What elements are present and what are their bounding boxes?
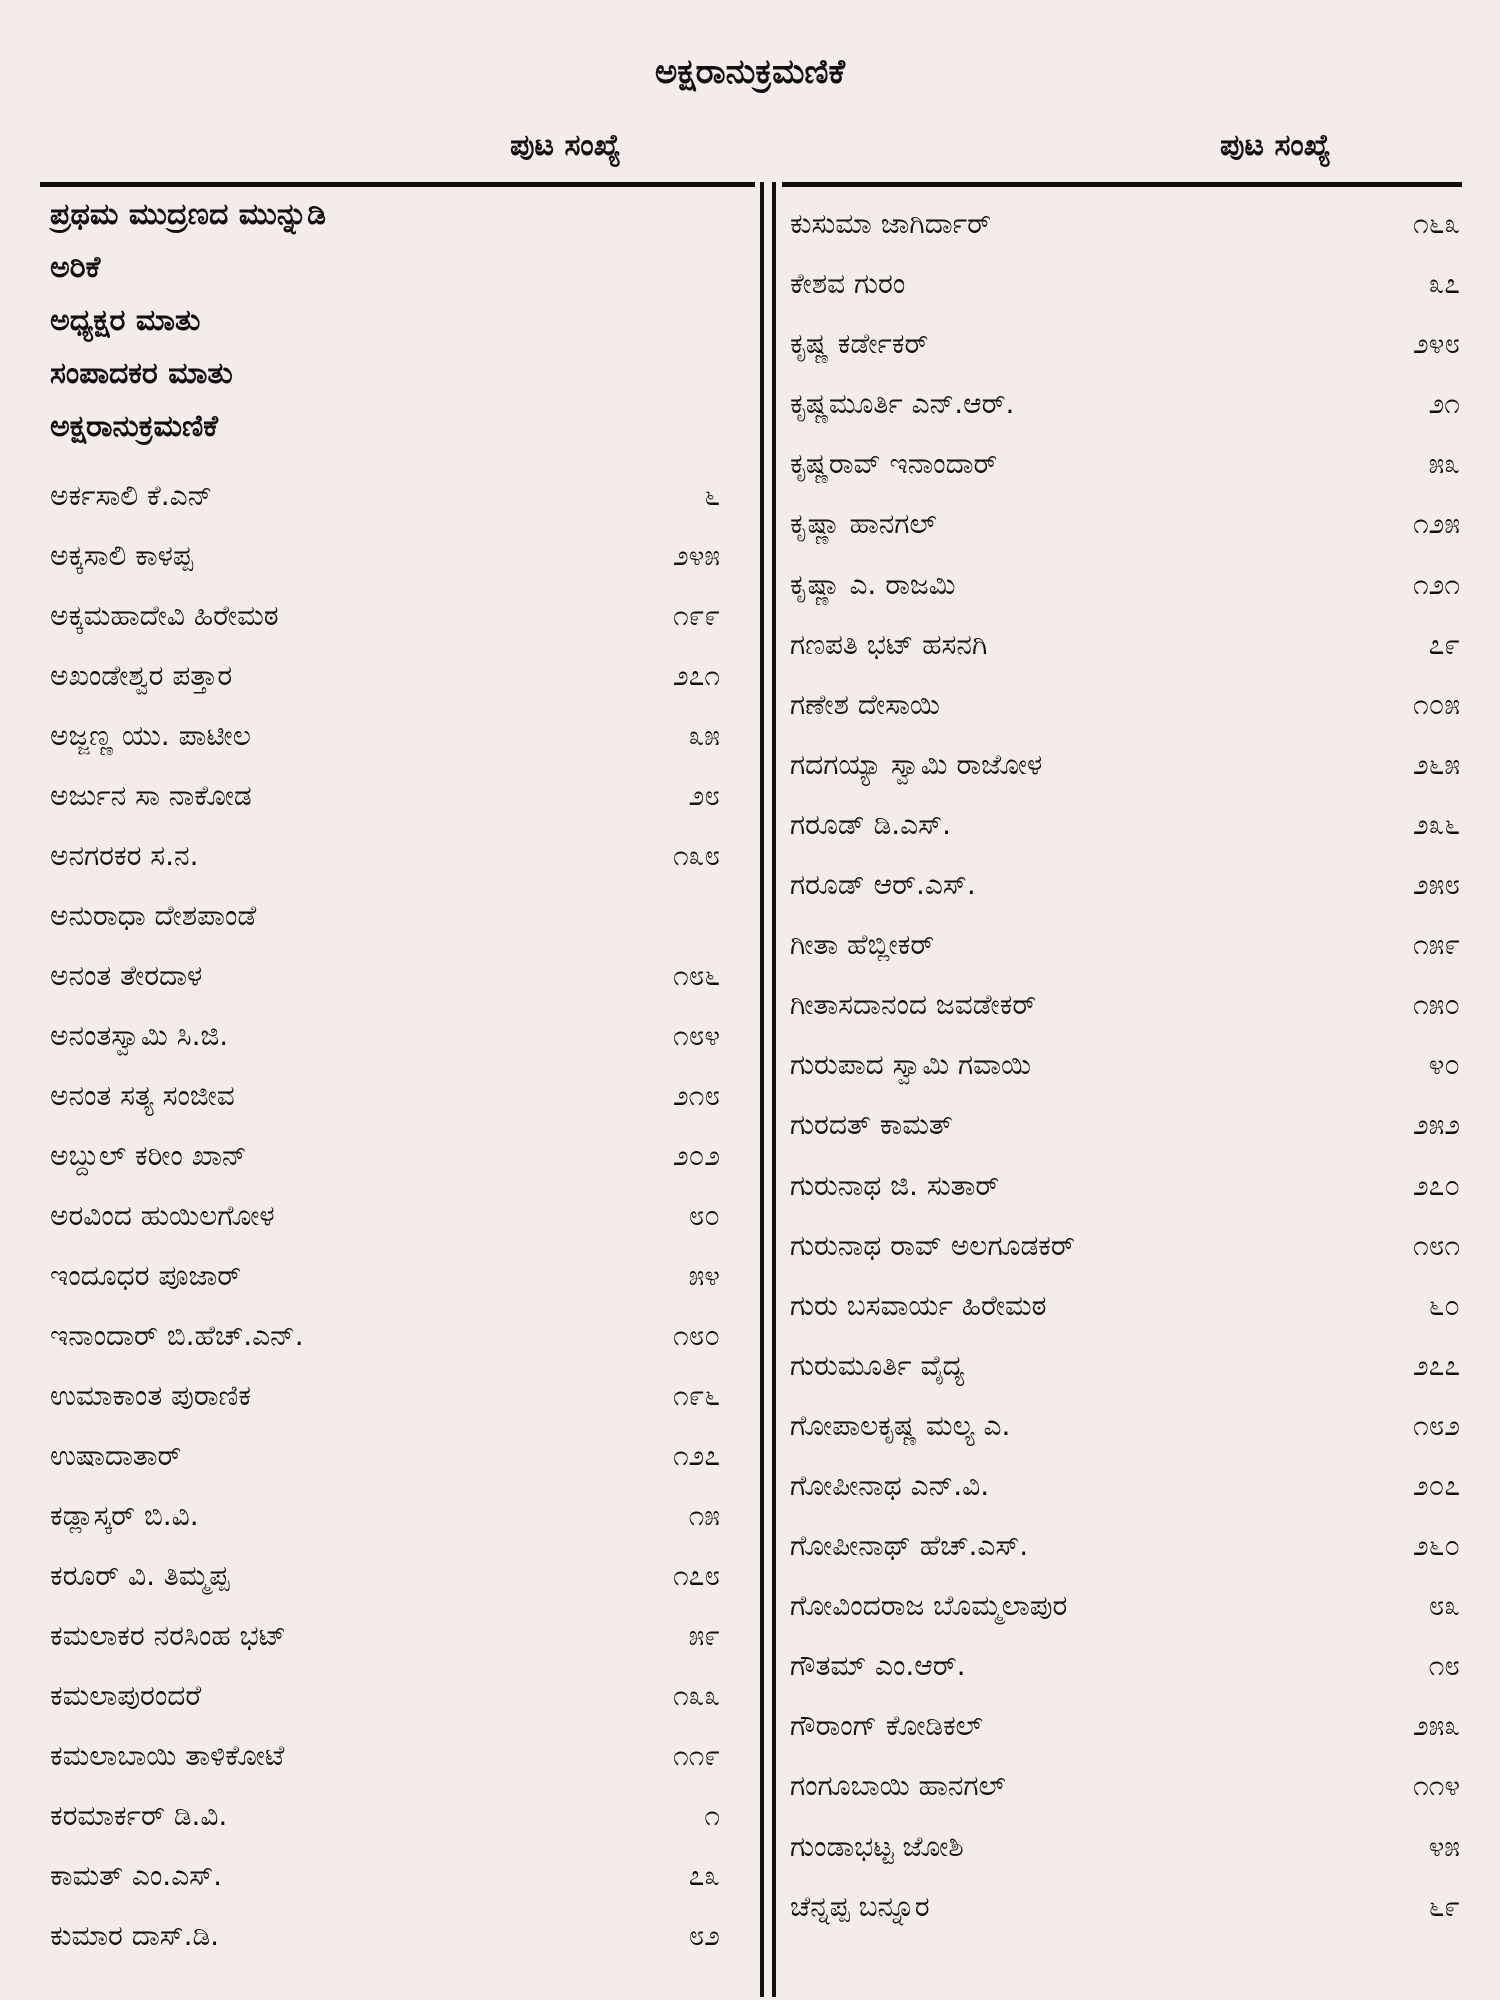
entry-page-number: ೧೬೩: [1412, 207, 1460, 240]
index-entry: [790, 1228, 1460, 1292]
entry-page-number: ೧೮೪: [672, 1019, 720, 1052]
index-entry: [790, 447, 1460, 510]
entry-name: ಅಕ್ಕಸಾಲಿ ಕಾಳಪ್ಪ: [50, 539, 193, 572]
entry-name: ಅನಂತಸ್ವಾಮಿ ಸಿ.ಜಿ.: [50, 1019, 229, 1052]
entry-page-number: ೧೨೧: [1412, 567, 1460, 601]
index-entry: [790, 807, 1460, 871]
entry-page-number: ೧೦೫: [1412, 687, 1460, 721]
index-entry: [50, 1499, 720, 1562]
entry-name: ಗೋವಿಂದರಾಜ ಬೊಮ್ಮಲಾಪುರ: [790, 1589, 1068, 1623]
entry-page-number: ೨೬೦: [1412, 1529, 1460, 1563]
entry-page-number: ೧೮೨: [1412, 1408, 1460, 1442]
index-entry: [790, 1589, 1460, 1652]
entry-name: ಗೋಪೀನಾಥ್ ಹೆಚ್.ಎಸ್.: [790, 1529, 1029, 1563]
entry-page-number: ೫೯: [688, 1619, 720, 1652]
entry-page-number: ೧೧೯: [672, 1739, 720, 1772]
index-entry: [790, 327, 1460, 390]
entry-name: ಗೌತಮ್ ಎಂ.ಆರ್.: [790, 1649, 966, 1683]
entry-page-number: ೨೫೩: [1412, 1709, 1460, 1743]
entry-name: ಕೃಷ್ಣ ಕರ್ಡೇಕರ್: [790, 327, 929, 361]
front-matter-item: [50, 250, 720, 306]
entry-page-number: ೬೦: [1428, 1288, 1460, 1322]
entry-page-number: ೨೬೫: [1412, 747, 1460, 781]
entry-page-number: ೧೯೯: [672, 599, 720, 632]
entry-name: ಕುಮಾರ ದಾಸ್.ಡಿ.: [50, 1919, 220, 1952]
entry-page-number: ೨೧೮: [672, 1079, 720, 1112]
entry-page-number: ೧೯೬: [672, 1379, 720, 1412]
entry-name: ಗುಂಡಾಭಟ್ಟ ಜೋಶಿ: [790, 1829, 964, 1863]
entry-page-number: ೨೭೦: [1412, 1168, 1460, 1202]
index-entry: [790, 627, 1460, 691]
entry-page-number: ೨೮: [688, 779, 720, 812]
entry-page-number: ೨೪೫: [672, 539, 720, 572]
index-entry: [790, 1048, 1460, 1111]
index-entry: [50, 479, 720, 542]
entry-page-number: ೨೭೭: [1412, 1348, 1460, 1382]
entry-name: ಕೃಷ್ಣಾ ಹಾನಗಲ್: [790, 507, 937, 541]
entry-page-number: ೨೦೨: [672, 1139, 720, 1172]
index-entry: [790, 747, 1460, 811]
entry-name: ಗುರುನಾಥ ರಾವ್ ಅಲಗೂಡಕರ್: [790, 1228, 1075, 1262]
index-entry: [50, 1139, 720, 1202]
index-entry: [790, 1108, 1460, 1171]
index-entry: [790, 1288, 1460, 1352]
index-entry: [50, 1019, 720, 1082]
index-entry: [790, 1889, 1460, 1953]
entry-name: ಗೋಪೀನಾಥ ಎನ್.ವಿ.: [790, 1468, 990, 1502]
entry-name: ಗದಗಯ್ಯಾ ಸ್ವಾಮಿ ರಾಜೋಳ: [790, 747, 1043, 781]
entry-name: ಕರೂರ್ ವಿ. ತಿಮ್ಮಪ್ಪ: [50, 1559, 230, 1592]
index-entry: [50, 1739, 720, 1802]
index-entry: [790, 1709, 1460, 1772]
entry-name: ಕಮಲಾಪುರಂದರೆ: [50, 1679, 202, 1712]
entry-page-number: ೭೩: [688, 1859, 720, 1892]
index-entry: [790, 1829, 1460, 1893]
index-entry: [50, 1379, 720, 1442]
entry-page-number: ೨೪೮: [1412, 327, 1460, 361]
index-entry: [50, 1439, 720, 1502]
index-entry: [50, 659, 720, 722]
index-entry: [50, 1319, 720, 1382]
index-entry: [50, 779, 720, 842]
entry-name: ಗರೂಡ್ ಡಿ.ಎಸ್.: [790, 807, 951, 841]
entry-page-number: ೬: [704, 479, 720, 512]
index-entry: [790, 687, 1460, 751]
entry-page-number: ೧೧೪: [1412, 1769, 1460, 1803]
entry-name: ಅನಗರಕರ ಸ.ನ.: [50, 839, 199, 872]
index-entry: [790, 868, 1460, 931]
index-entry: [790, 988, 1460, 1051]
entry-page-number: ೧೮೦: [672, 1319, 720, 1352]
index-entry: [50, 1799, 720, 1862]
entry-page-number: ೧೮೧: [1412, 1228, 1460, 1262]
index-entry: [790, 1769, 1460, 1832]
index-entry: [50, 1259, 720, 1322]
entry-name: ಗುರುಮೂರ್ತಿ ವೈದ್ಯ: [790, 1348, 965, 1382]
entry-page-number: ೫೪: [688, 1259, 720, 1292]
index-entry: [50, 959, 720, 1022]
entry-name: ಗುರು ಬಸವಾರ್ಯ ಹಿರೇಮಠ: [790, 1288, 1047, 1322]
index-entry: [790, 507, 1460, 570]
entry-page-number: ೪೫: [1428, 1829, 1460, 1863]
entry-name: ಅನಂತ ತೇರದಾಳ: [50, 959, 203, 992]
index-entry: [50, 839, 720, 902]
index-entry: [50, 1619, 720, 1682]
entry-page-number: ೧೮: [1428, 1649, 1460, 1683]
entry-name: ಗೌರಾಂಗ್ ಕೋಡಿಕಲ್: [790, 1709, 983, 1743]
index-entry: [790, 928, 1460, 991]
entry-name: ಗುರುನಾಥ ಜಿ. ಸುತಾರ್: [790, 1168, 1000, 1202]
index-entry: [50, 1079, 720, 1142]
front-matter-item: [50, 409, 720, 482]
index-entry: [50, 719, 720, 782]
index-entry: [50, 599, 720, 662]
index-entry: [790, 1649, 1460, 1712]
entry-page-number: ೧೫೯: [1412, 928, 1460, 962]
front-matter-item: [50, 356, 720, 412]
index-entry: [50, 1199, 720, 1262]
entry-page-number: ೧೫: [688, 1499, 720, 1532]
entry-name: ಗಂಗೂಬಾಯಿ ಹಾನಗಲ್: [790, 1769, 1006, 1803]
front-matter-item: [50, 303, 720, 359]
entry-page-number: ೮೨: [688, 1919, 720, 1952]
index-entry: [50, 539, 720, 602]
entry-name: ಇನಾಂದಾರ್ ಬಿ.ಹೆಚ್.ಎನ್.: [50, 1319, 304, 1352]
entry-page-number: ೮೩: [1428, 1589, 1460, 1623]
entry-name: ಅರವಿಂದ ಹುಯಿಲಗೋಳ: [50, 1199, 275, 1232]
entry-name: ಉಮಾಕಾಂತ ಪುರಾಣಿಕ: [50, 1379, 251, 1412]
entry-page-number: ೧೨೫: [1412, 507, 1460, 541]
entry-name: ಅನಂತ ಸತ್ಯ ಸಂಜೀವ: [50, 1079, 235, 1112]
entry-name: ಕುಸುಮಾ ಜಾಗಿರ್ದಾರ್: [790, 207, 992, 240]
entry-name: ಅಖಂಡೇಶ್ವರ ಪತ್ತಾರ: [50, 659, 233, 692]
header-rule-left: [40, 182, 755, 187]
front-matter-label: ಪ್ರಥಮ ಮುದ್ರಣದ ಮುನ್ನುಡಿ: [50, 197, 327, 232]
entry-page-number: ೧೨೭: [672, 1439, 720, 1472]
column-divider: [772, 182, 776, 1997]
front-matter-label: ಸಂಪಾದಕರ ಮಾತು: [50, 356, 233, 391]
entry-name: ಗೋಪಾಲಕೃಷ್ಣ ಮಲ್ಯ ಎ.: [790, 1408, 1011, 1442]
entry-page-number: ೩೫: [688, 719, 720, 752]
index-entry: [50, 1559, 720, 1622]
entry-page-number: ೭೯: [1428, 627, 1460, 661]
entry-name: ಕೃಷ್ಣಾ ಎ. ರಾಜಮಿ: [790, 567, 956, 601]
entry-name: ಇಂದೂಧರ ಪೂಜಾರ್: [50, 1259, 242, 1292]
entry-name: ಅಜ್ಜಣ್ಣ ಯು. ಪಾಟೀಲ: [50, 719, 251, 752]
front-matter-label: ಅರಿಕೆ: [50, 250, 101, 285]
entry-page-number: ೧೩೮: [672, 839, 720, 872]
front-matter-label: ಅಧ್ಯಕ್ಷರ ಮಾತು: [50, 303, 201, 338]
entry-page-number: ೧೩೩: [672, 1679, 720, 1712]
entry-name: ಅರ್ಕಸಾಲಿ ಕೆ.ಎನ್: [50, 479, 213, 512]
entry-name: ಗೀತಾಸದಾನಂದ ಜವಡೇಕರ್: [790, 988, 1037, 1022]
index-entry: [790, 1408, 1460, 1472]
entry-name: ಕೇಶವ ಗುರಂ: [790, 267, 906, 301]
index-entry: [790, 1529, 1460, 1592]
entry-page-number: ೧: [704, 1799, 720, 1832]
header-rule-right: [782, 182, 1462, 187]
entry-name: ಕಾಮತ್ ಎಂ.ಎಸ್.: [50, 1859, 223, 1892]
index-entry: [790, 1348, 1460, 1412]
entry-page-number: ೫೩: [1428, 447, 1460, 481]
right-index-column: [790, 207, 1460, 1953]
entry-page-number: ೧೭೮: [672, 1559, 720, 1592]
entry-name: ಕಮಲಾಬಾಯಿ ತಾಳಿಕೋಟೆ: [50, 1739, 285, 1772]
entry-name: ಗುರುಪಾದ ಸ್ವಾಮಿ ಗವಾಯಿ: [790, 1048, 1032, 1082]
entry-page-number: ೬೯: [1428, 1889, 1460, 1923]
entry-name: ಚೆನ್ನಪ್ಪ ಬನ್ನೂರ: [790, 1889, 930, 1923]
entry-page-number: ೨೫೮: [1412, 868, 1460, 902]
index-entry: [50, 899, 720, 962]
entry-name: ಗಣಪತಿ ಭಟ್ ಹಸನಗಿ: [790, 627, 988, 661]
entry-name: ಗೀತಾ ಹೆಬ್ಲೀಕರ್: [790, 928, 935, 962]
front-matter-label: ಅಕ್ಷರಾನುಕ್ರಮಣಿಕೆ: [50, 409, 218, 444]
entry-name: ಕರಮಾರ್ಕರ್ ಡಿ.ವಿ.: [50, 1799, 228, 1832]
entry-page-number: ೨೭೧: [672, 659, 720, 692]
entry-name: ಗರೂಡ್ ಆರ್.ಎಸ್.: [790, 868, 976, 902]
entry-name: ಕಡ್ಲಾಸ್ಕರ್ ಬಿ.ವಿ.: [50, 1499, 199, 1532]
page-title: ಅಕ್ಷರಾನುಕ್ರಮಣಿಕೆ: [654, 52, 846, 92]
entry-page-number: ೧೮೬: [672, 959, 720, 992]
index-entry: [790, 267, 1460, 330]
entry-page-number: ೨೩೬: [1412, 807, 1460, 841]
index-entry: [50, 1679, 720, 1742]
entry-page-number: ೧೫೦: [1412, 988, 1460, 1022]
page-number-header-right: ಪುಟ ಸಂಖ್ಯೆ: [1220, 128, 1331, 163]
left-index-column: [50, 197, 720, 1982]
entry-name: ಅಕ್ಕಮಹಾದೇವಿ ಹಿರೇಮಠ: [50, 599, 279, 632]
entry-name: ಅರ್ಜುನ ಸಾ ನಾಕೋಡ: [50, 779, 252, 812]
index-entry: [790, 1468, 1460, 1532]
index-entry: [790, 1168, 1460, 1232]
index-entry: [50, 1919, 720, 1982]
entry-page-number: ೨೧: [1428, 387, 1460, 421]
front-matter-item: [50, 197, 720, 253]
page-number-header-left: ಪುಟ ಸಂಖ್ಯೆ: [510, 128, 621, 163]
entry-page-number: ೩೭: [1428, 267, 1460, 301]
entry-name: ಅನುರಾಧಾ ದೇಶಪಾಂಡೆ: [50, 899, 257, 932]
column-divider: [760, 182, 764, 1997]
entry-page-number: ೨೫೨: [1412, 1108, 1460, 1142]
entry-name: ಗುರದತ್ ಕಾಮತ್: [790, 1108, 953, 1142]
index-entry: [50, 1859, 720, 1922]
index-entry: [790, 387, 1460, 450]
entry-name: ಕೃಷ್ಣರಾವ್ ಇನಾಂದಾರ್: [790, 447, 998, 481]
entry-name: ಗಣೇಶ ದೇಸಾಯಿ: [790, 687, 940, 721]
entry-page-number: ೮೦: [688, 1199, 720, 1232]
entry-page-number: ೨೦೭: [1412, 1468, 1460, 1502]
index-entry: [790, 207, 1460, 270]
entry-name: ಕೃಷ್ಣಮೂರ್ತಿ ಎನ್.ಆರ್.: [790, 387, 1015, 421]
entry-name: ಕಮಲಾಕರ ನರಸಿಂಹ ಭಟ್: [50, 1619, 287, 1652]
index-entry: [790, 567, 1460, 631]
entry-name: ಉಷಾದಾತಾರ್: [50, 1439, 182, 1472]
entry-page-number: ೪೦: [1428, 1048, 1460, 1082]
entry-name: ಅಬ್ದುಲ್ ಕರೀಂ ಖಾನ್: [50, 1139, 247, 1172]
